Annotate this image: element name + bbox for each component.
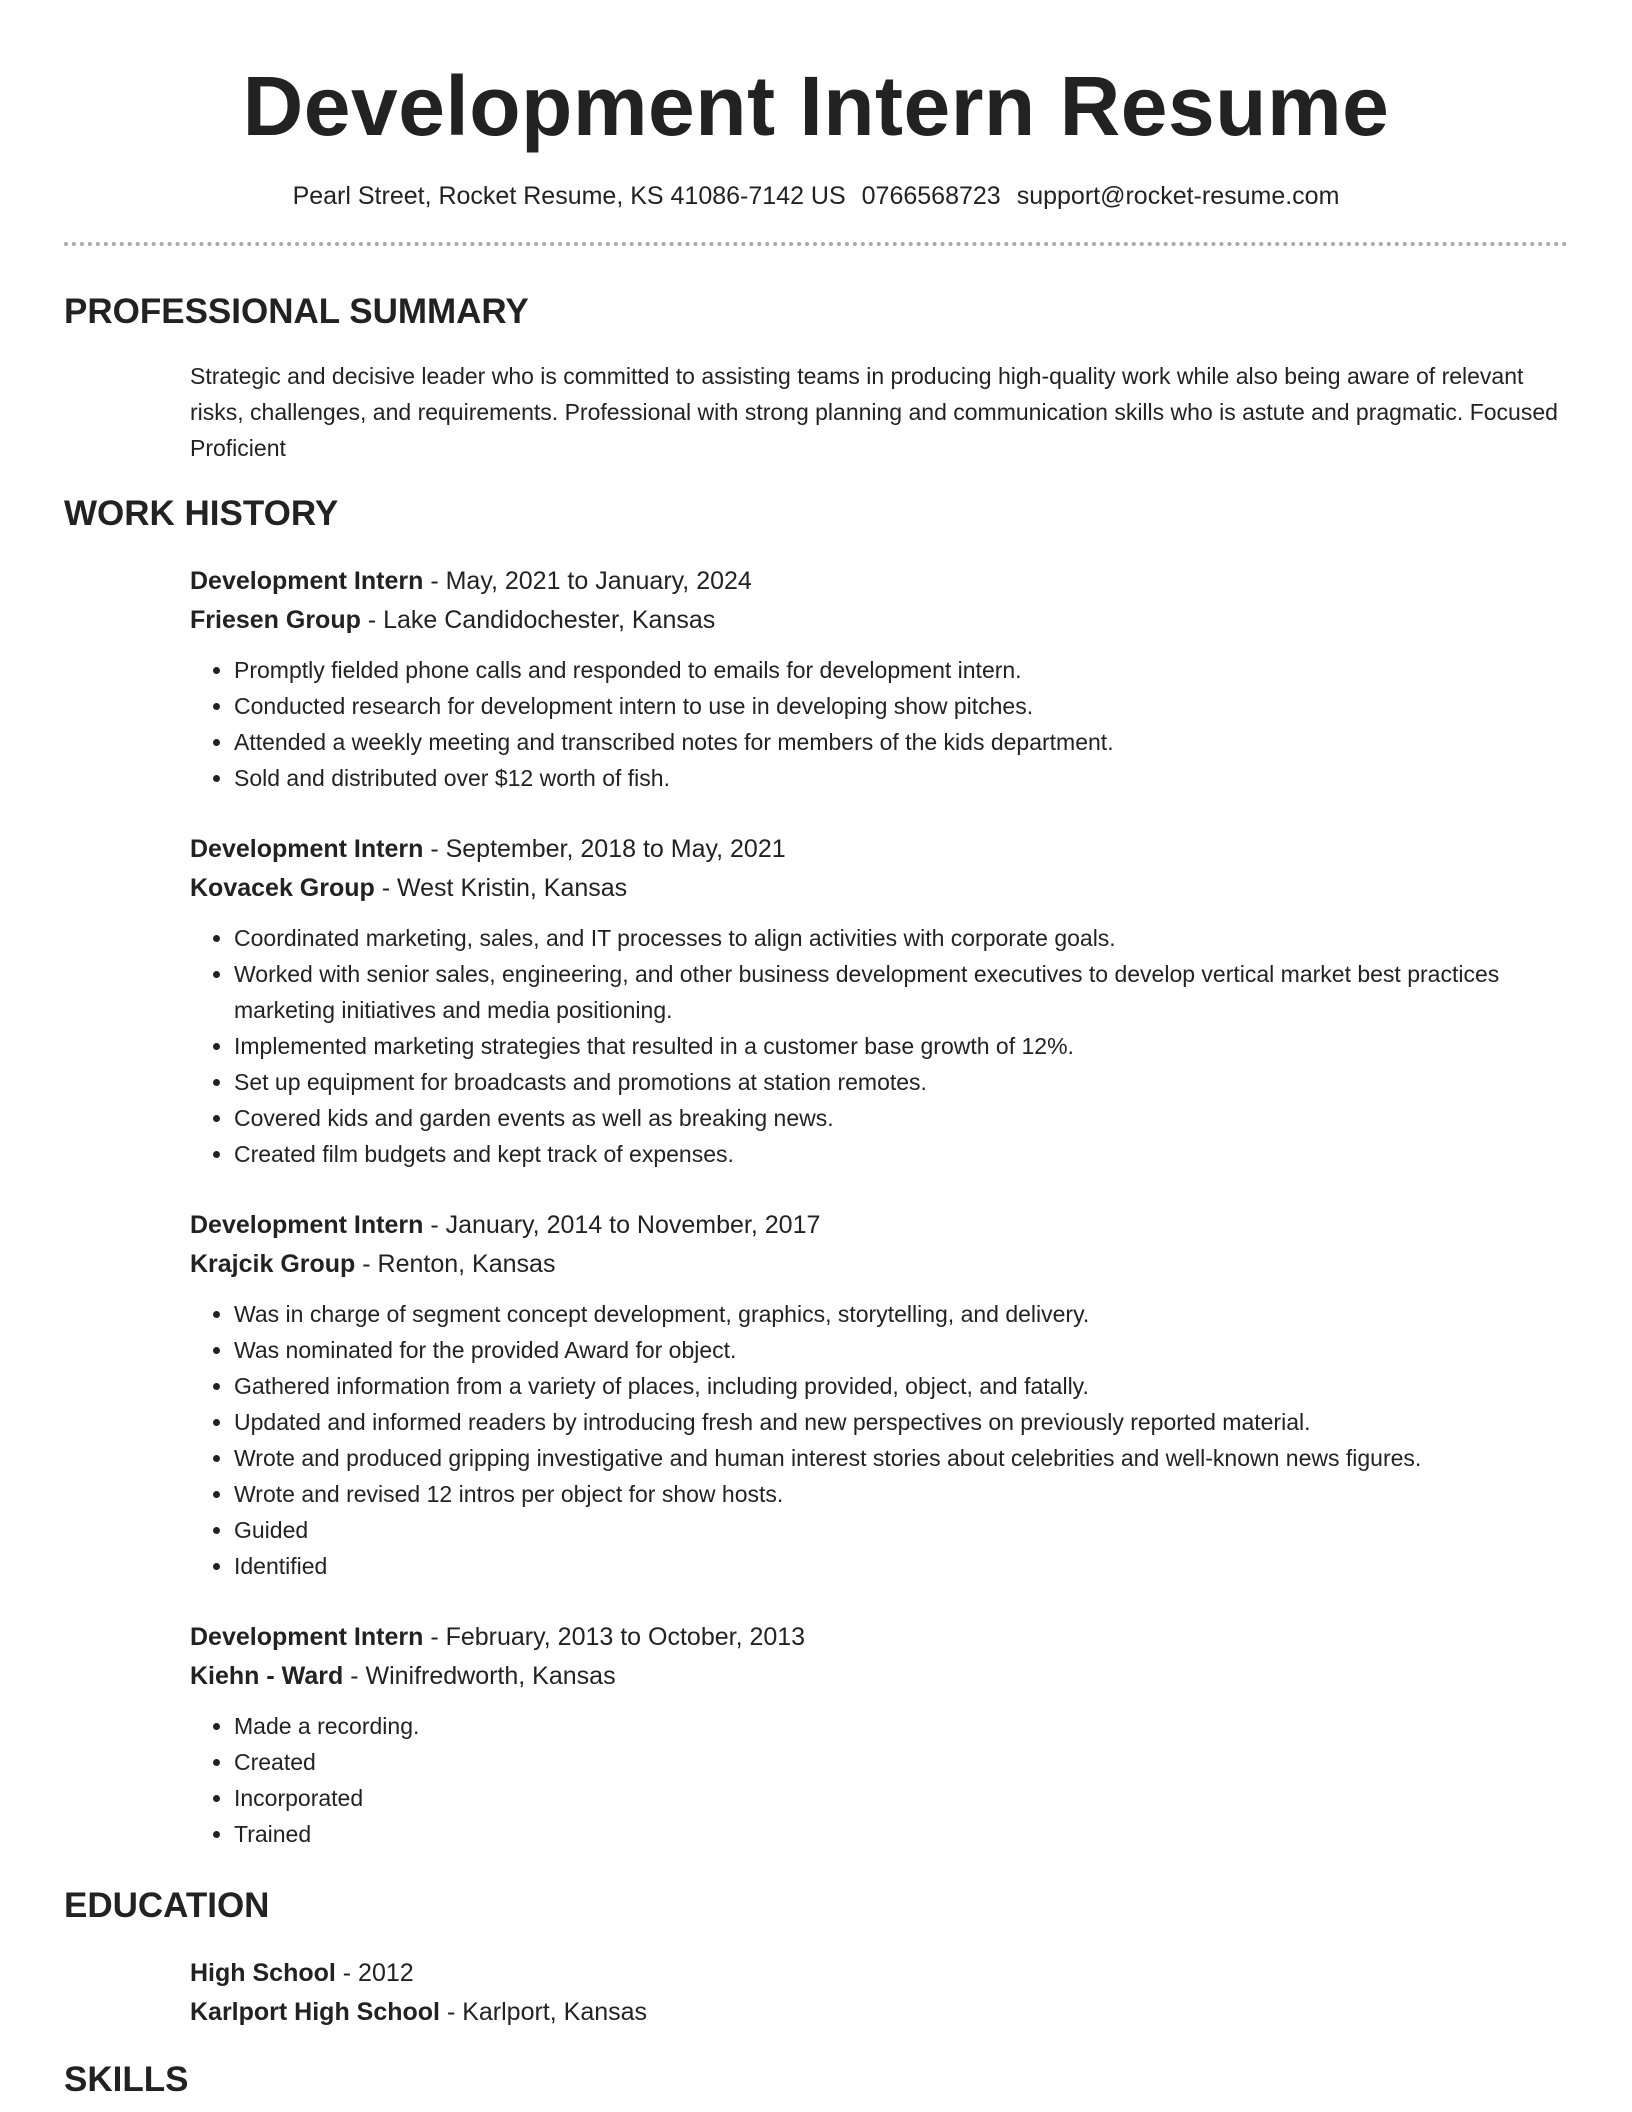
education-heading: EDUCATION <box>64 1886 270 1925</box>
job-entry <box>190 562 1568 796</box>
bullet-item: • Wrote and produced gripping investigative and human interest stories about celebrities and well-known news figures. <box>234 1440 1568 1476</box>
bullet-item: • Created <box>234 1744 1568 1780</box>
job-title-line <box>190 1206 1568 1245</box>
education-degree: High School <box>190 1959 336 1987</box>
job-entry <box>190 830 1568 1172</box>
contact-email: support@rocket-resume.com <box>1016 182 1340 210</box>
job-dates: - February, 2013 to October, 2013 <box>423 1623 806 1651</box>
job-location: - Renton, Kansas <box>355 1250 556 1278</box>
job-company-line <box>190 1657 1568 1696</box>
bullet-item: • Attended a weekly meeting and transcribed notes for members of the kids department. <box>234 724 1568 760</box>
bullet-item: • Guided <box>234 1512 1568 1548</box>
education-degree-line <box>190 1954 1568 1993</box>
bullet-item: • Created film budgets and kept track of expenses. <box>234 1136 1568 1172</box>
bullet-item: • Incorporated <box>234 1780 1568 1816</box>
job-company-line <box>190 1245 1568 1284</box>
bullet-item: • Conducted research for development intern to use in developing show pitches. <box>234 688 1568 724</box>
job-location: - West Kristin, Kansas <box>374 874 628 902</box>
header-divider <box>64 242 1568 246</box>
bullet-item: • Coordinated marketing, sales, and IT processes to align activities with corporate goals. <box>234 920 1568 956</box>
contact-address: Pearl Street, Rocket Resume, KS 41086-7142 US <box>292 182 846 210</box>
job-company: Kovacek Group <box>190 874 375 902</box>
job-bullets <box>190 652 1568 796</box>
education-entry <box>190 1954 1568 2032</box>
contact-phone: 0766568723 <box>861 182 1001 210</box>
bullet-item: • Set up equipment for broadcasts and promotions at station remotes. <box>234 1064 1568 1100</box>
education-section <box>190 1954 1568 2032</box>
bullet-item: • Gathered information from a variety of places, including provided, object, and fatally. <box>234 1368 1568 1404</box>
job-dates: - January, 2014 to November, 2017 <box>423 1211 821 1239</box>
education-year: - 2012 <box>335 1959 414 1987</box>
bullet-item: • Covered kids and garden events as well as breaking news. <box>234 1100 1568 1136</box>
job-location: - Winifredworth, Kansas <box>343 1662 616 1690</box>
summary-text: Strategic and decisive leader who is committed to assisting teams in producing high-quality work while also being aware of relevant risks, challenges, and requirements. Professional with strong planning and communication skills who is astute and pragmatic. Focused Proficient <box>190 363 1558 461</box>
education-location: - Karlport, Kansas <box>440 1998 648 2026</box>
job-dates: - May, 2021 to January, 2024 <box>423 567 752 595</box>
bullet-item: • Was nominated for the provided Award for object. <box>234 1332 1568 1368</box>
job-company: Krajcik Group <box>190 1250 356 1278</box>
education-school: Karlport High School <box>190 1998 440 2026</box>
summary-heading: PROFESSIONAL SUMMARY <box>64 292 529 331</box>
job-company: Friesen Group <box>190 606 361 634</box>
education-school-line <box>190 1993 1568 2032</box>
bullet-item: • Identified <box>234 1548 1568 1584</box>
bullet-item: • Trained <box>234 1816 1568 1852</box>
bullet-item: • Was in charge of segment concept development, graphics, storytelling, and delivery. <box>234 1296 1568 1332</box>
job-title-line <box>190 830 1568 869</box>
contact-line <box>64 180 1568 212</box>
job-title-line <box>190 562 1568 601</box>
bullet-item: • Promptly fielded phone calls and responded to emails for development intern. <box>234 652 1568 688</box>
page-title: Development Intern Resume <box>242 59 1390 153</box>
job-title: Development Intern <box>190 1623 424 1651</box>
job-bullets <box>190 1708 1568 1852</box>
skills-heading: SKILLS <box>64 2060 189 2099</box>
job-title: Development Intern <box>190 1211 424 1239</box>
summary-section <box>190 358 1568 466</box>
job-title: Development Intern <box>190 567 424 595</box>
job-title: Development Intern <box>190 835 424 863</box>
job-company-line <box>190 869 1568 908</box>
bullet-item: • Updated and informed readers by introducing fresh and new perspectives on previously reported material. <box>234 1404 1568 1440</box>
job-location: - Lake Candidochester, Kansas <box>360 606 716 634</box>
job-entry <box>190 1206 1568 1584</box>
job-dates: - September, 2018 to May, 2021 <box>423 835 786 863</box>
bullet-item: • Worked with senior sales, engineering, and other business development executives to develop vertical market best practices marketing initiatives and media positioning. <box>234 956 1568 1028</box>
job-bullets <box>190 1296 1568 1584</box>
work-history-section <box>190 562 1568 1852</box>
work-history-heading: WORK HISTORY <box>64 494 339 533</box>
bullet-item: • Wrote and revised 12 intros per object for show hosts. <box>234 1476 1568 1512</box>
resume-page <box>64 0 1568 2102</box>
job-company-line <box>190 601 1568 640</box>
bullet-item: • Sold and distributed over $12 worth of fish. <box>234 760 1568 796</box>
job-title-line <box>190 1618 1568 1657</box>
job-bullets <box>190 920 1568 1172</box>
bullet-item: • Implemented marketing strategies that resulted in a customer base growth of 12%. <box>234 1028 1568 1064</box>
job-company: Kiehn - Ward <box>190 1662 344 1690</box>
bullet-item: • Made a recording. <box>234 1708 1568 1744</box>
job-entry <box>190 1618 1568 1852</box>
